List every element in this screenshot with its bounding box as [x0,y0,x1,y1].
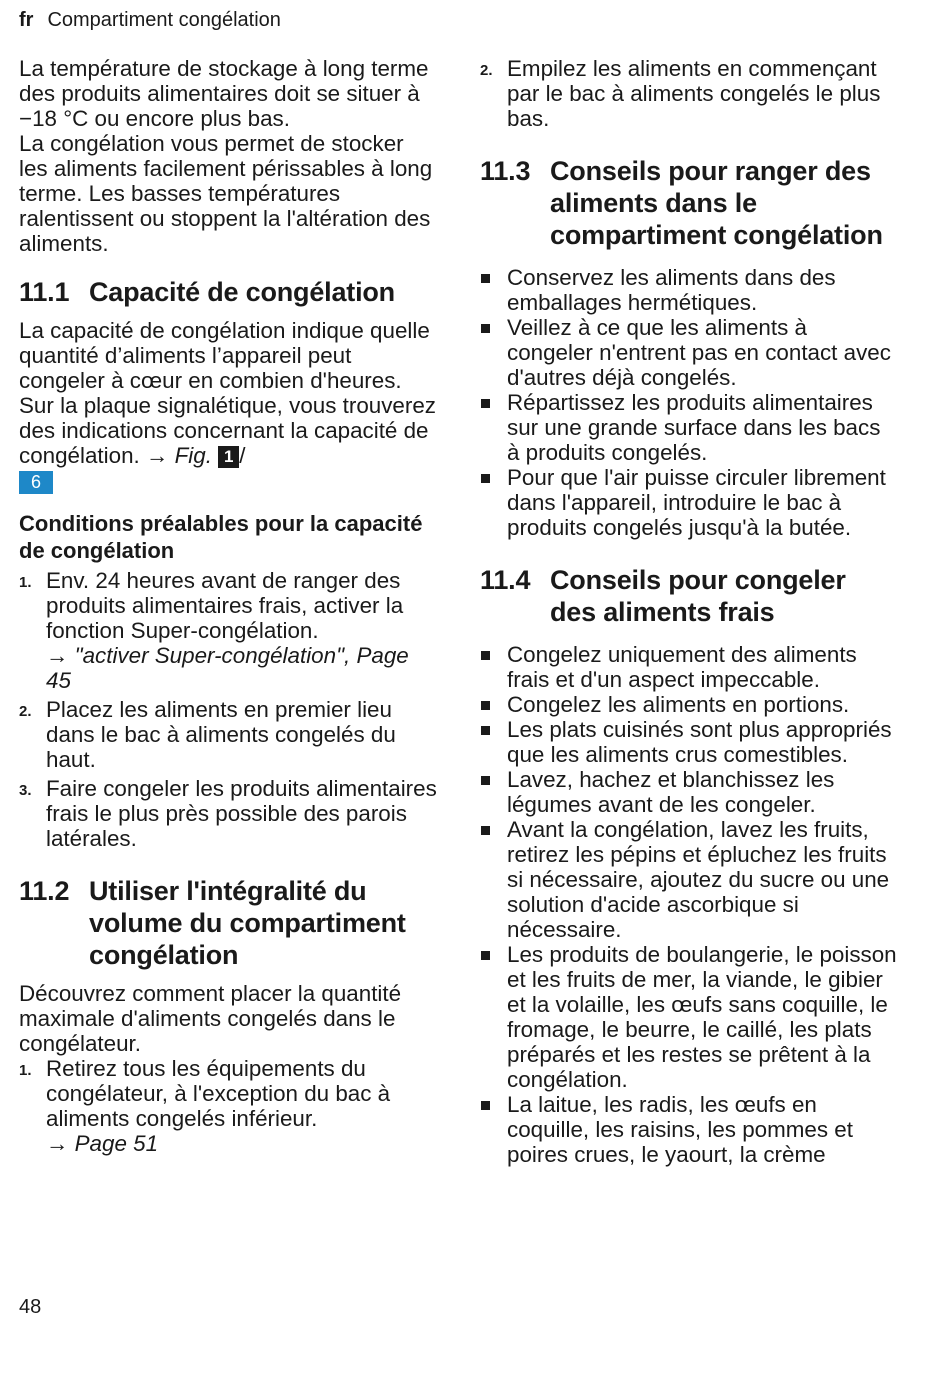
list-item: Les produits de boulangerie, le poisson et les fruits de mer, la viande, le gibier et la volaille, les œufs sans coquille, le fromage, le beurre, le caillé, les plats préparés et les restes se prêtent à la congélation. [480,942,898,1092]
figure-sub-badge: 6 [19,471,53,494]
arrow-icon: → [46,643,69,668]
step-text: Env. 24 heures avant de ranger des produits alimentaires frais, activer la fonction Super-congélation. [46,568,404,643]
list-item [19,1056,437,1156]
section-11-2-heading [19,875,437,971]
cross-reference-link[interactable]: → "activer Super-congélation", Page 45 [46,643,409,693]
section-number: 11.3 [480,156,531,186]
capacity-paragraph-2 [19,393,437,494]
bullet-icon [480,942,507,1092]
list-item [480,56,898,131]
volume-paragraph: Découvrez comment placer la quantité maximale d'aliments congelés dans le congélateur. [19,981,402,1056]
volume-steps-list [19,1056,437,1156]
bullet-icon [480,817,507,942]
bullet-icon [480,390,507,465]
list-item: Pour que l'air puisse circuler librement dans l'appareil, introduire le bac à produits congelés jusqu'à la butée. [480,465,898,540]
bullet-icon [480,717,507,767]
left-column [19,56,437,1156]
list-item [19,776,437,851]
list-item: Veillez à ce que les aliments à congeler n'entrent pas en contact avec d'autres déjà congelés. [480,315,898,390]
bullet-icon [480,315,507,390]
figure-number-badge: 1 [218,446,239,468]
step-text: Placez les aliments en premier lieu dans le bac à aliments congelés du haut. [46,697,396,772]
figure-slash: / [239,443,246,468]
list-item: La laitue, les radis, les œufs en coquille, les raisins, les pommes et poires crues, le yaourt, la crème [480,1092,898,1167]
bullet-icon [480,642,507,692]
list-item: Congelez les aliments en portions. [480,692,898,717]
prerequisites-heading: Conditions préalables pour la capacité de congélation [19,511,423,563]
prerequisites-list [19,568,437,851]
step-number: 2. [480,62,493,79]
capacity-paragraph-2-text: Sur la plaque signalétique, vous trouverez des indications concernant la capacité de congélation. [19,393,436,468]
section-title: Conseils pour ranger des aliments dans le compartiment congélation [550,156,883,250]
section-11-4-heading [480,564,898,628]
section-number: 11.2 [19,876,70,906]
arrow-icon: → [46,1131,69,1156]
freezing-tips-list [480,642,898,1167]
section-title: Conseils pour congeler des aliments frais [550,565,846,627]
list-item: Répartissez les produits alimentaires sur une grande surface dans les bacs à produits congelés. [480,390,898,465]
list-item: Les plats cuisinés sont plus appropriés que les aliments crus comestibles. [480,717,898,767]
bullet-icon [480,1092,507,1167]
step-number: 2. [19,703,32,720]
page-number: 48 [19,1296,42,1318]
list-item [19,568,437,693]
intro-paragraph-1: La température de stockage à long terme des produits alimentaires doit se situer à −18 °C ou encore plus bas. [19,56,429,131]
section-title: Utiliser l'intégralité du volume du compartiment congélation [89,876,406,970]
cross-reference-link[interactable]: → Page 51 [46,1131,159,1156]
volume-steps-list-continued [480,56,898,131]
list-item: Conservez les aliments dans des emballages hermétiques. [480,265,898,315]
section-number: 11.4 [480,565,531,595]
page-header [19,9,281,32]
step-text: Retirez tous les équipements du congélateur, à l'exception du bac à aliments congelés inférieur. [46,1056,391,1131]
bullet-icon [480,767,507,817]
header-title: Compartiment congélation [47,9,281,31]
storage-tips-list [480,265,898,540]
section-title: Capacité de congélation [89,277,395,307]
section-11-3-heading [480,155,898,251]
figure-reference-link[interactable]: Fig. [174,443,212,468]
intro-paragraph-2: La congélation vous permet de stocker les aliments facilement périssables à long terme. Les basses températures ralentissent ou stoppent la l'altération des aliments. [19,131,433,256]
right-column [480,56,898,1167]
section-11-1-heading [19,276,437,308]
arrow-icon: → [146,443,169,468]
list-item: Congelez uniquement des aliments frais et d'un aspect impeccable. [480,642,898,692]
section-number: 11.1 [19,277,70,307]
bullet-icon [480,465,507,540]
step-number: 1. [19,1062,32,1079]
list-item [19,697,437,772]
list-item: Avant la congélation, lavez les fruits, retirez les pépins et épluchez les fruits si nécessaire, ajoutez du sucre ou une solution d'acide ascorbique si nécessaire. [480,817,898,942]
step-text: Faire congeler les produits alimentaires frais le plus près possible des parois latérales. [46,776,437,851]
capacity-paragraph-1: La capacité de congélation indique quelle quantité d’aliments l’appareil peut congeler à cœur en combien d'heures. [19,318,430,393]
bullet-icon [480,265,507,315]
language-code: fr [19,9,34,31]
step-text: Empilez les aliments en commençant par le bac à aliments congelés le plus bas. [507,56,881,131]
step-number: 3. [19,782,32,799]
bullet-icon [480,692,507,717]
list-item: Lavez, hachez et blanchissez les légumes avant de les congeler. [480,767,898,817]
step-number: 1. [19,574,32,591]
